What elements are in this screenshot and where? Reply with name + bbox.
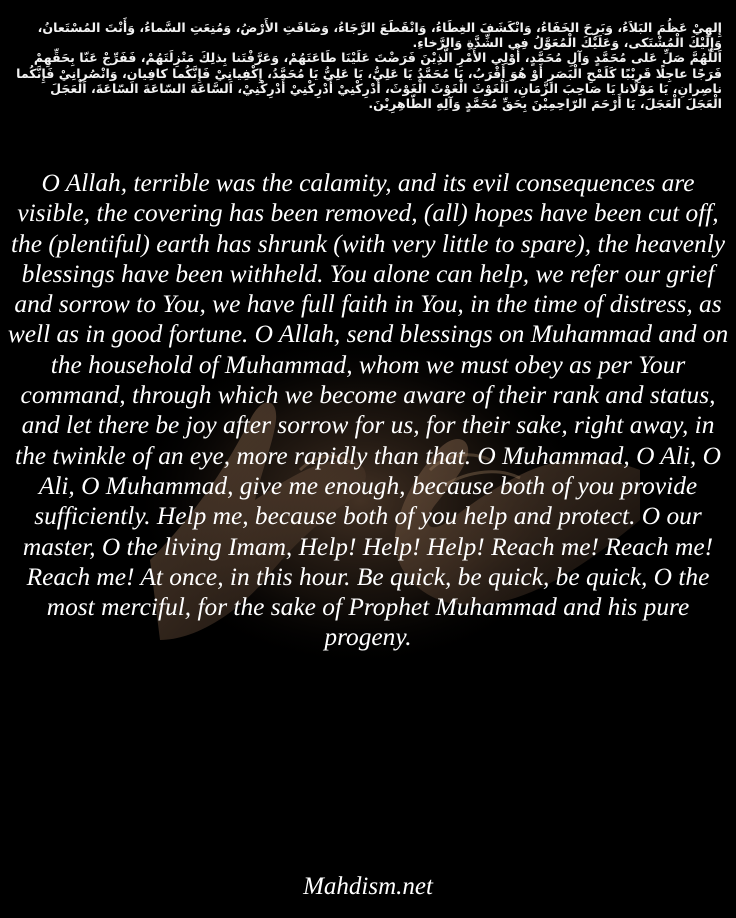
arabic-prayer-text	[14, 20, 722, 111]
arabic-paragraph-1: إِلهِيْ عَظُمَ البَلاَءُ، وَبَرِحَ الخَفَاءُ، وَانْكَشَفَ الغِطَاءُ، وَانْقَطَعَ الرَّجَاءُ، وَضَاقَتِ الأَرْضُ، وَمُنِعَتِ السَّماءُ، وَأَنْتَ المُسْتَعانُ، وَإِلَيْكَ الْمُشْتَكى، وَعَلَيْكَ الْمُعَوَّلُ فِي الشِّدَّةِ وَالرَّخاءِ.	[37, 20, 722, 51]
arabic-paragraph-2: اَللّهُمَّ صَلِّ عَلى مُحَمَّدٍ وَآلِ مُحَمَّدٍ، أُوْلِي الأَمْرِ الَّذِيْنَ فَرَضْتَ عَلَيْنَا طَاعَتَهُمْ، وَعَرَّفْتَنا بِذلِكَ مَنْزِلَتَهُمْ، فَفَرِّجْ عَنّا بِحَقِّهِمْ فَرَجًا عاجِلًا قَرِيْبًا كَلَمْحِ الْبَصَرِ أَوْ هُوَ أَقْرَبُ، يَا مُحَمَّدُ يَا عَلِيُّ، يَا عَلِيُّ يَا مُحَمَّدُ، إِكْفِيانِيْ فَإِنَّكُما كافِيانِ، وَانْصُرانِيْ فَإِنَّكُما ناصِرانِ، يَا مَوْلَانا يَا صَاحِبَ الزَّمَانِ، اَلْغَوْثَ الْغَوْثَ الْغَوْثَ، أَدْرِكْنِيْ أَدْرِكْنِيْ أَدْرِكْنِيْ، اَلسَّاعَةَ السّاعَةَ السّاعَةَ، اَلْعَجَلَ الْعَجَلَ الْعَجَلَ، يَا أَرْحَمَ الرّاحِمِيْنَ بِحَقِّ مُحَمَّدٍ وَآلِهِ الطّاهِرِيْنَ.	[16, 50, 722, 112]
site-watermark: Mahdism.net	[303, 873, 433, 900]
english-translation: O Allah, terrible was the calamity, and its evil consequences are visible, the covering has been removed, (all) hopes have been cut off, the (plentiful) earth has shrunk (with very little to spare), the heavenly blessings have been withheld. You alone can help, we refer our grief and sorrow to You, we have full faith in You, in the time of distress, as well as in good fortune. O Allah, send blessings on Muhammad and on the household of Muhammad, whom we must obey as per Your command, through which we become aware of their rank and status, and let there be joy after sorrow for us, for their sake, right away, in the twinkle of an eye, more rapidly than that. O Muhammad, O Ali, O Ali, O Muhammad, give me enough, because both of you provide sufficiently. Help me, because both of you help and protect. O our master, O the living Imam, Help! Help! Help! Reach me! Reach me! Reach me! At once, in this hour. Be quick, be quick, be quick, O the most merciful, for the sake of Prophet Muhammad and his pure progeny.	[7, 169, 729, 652]
